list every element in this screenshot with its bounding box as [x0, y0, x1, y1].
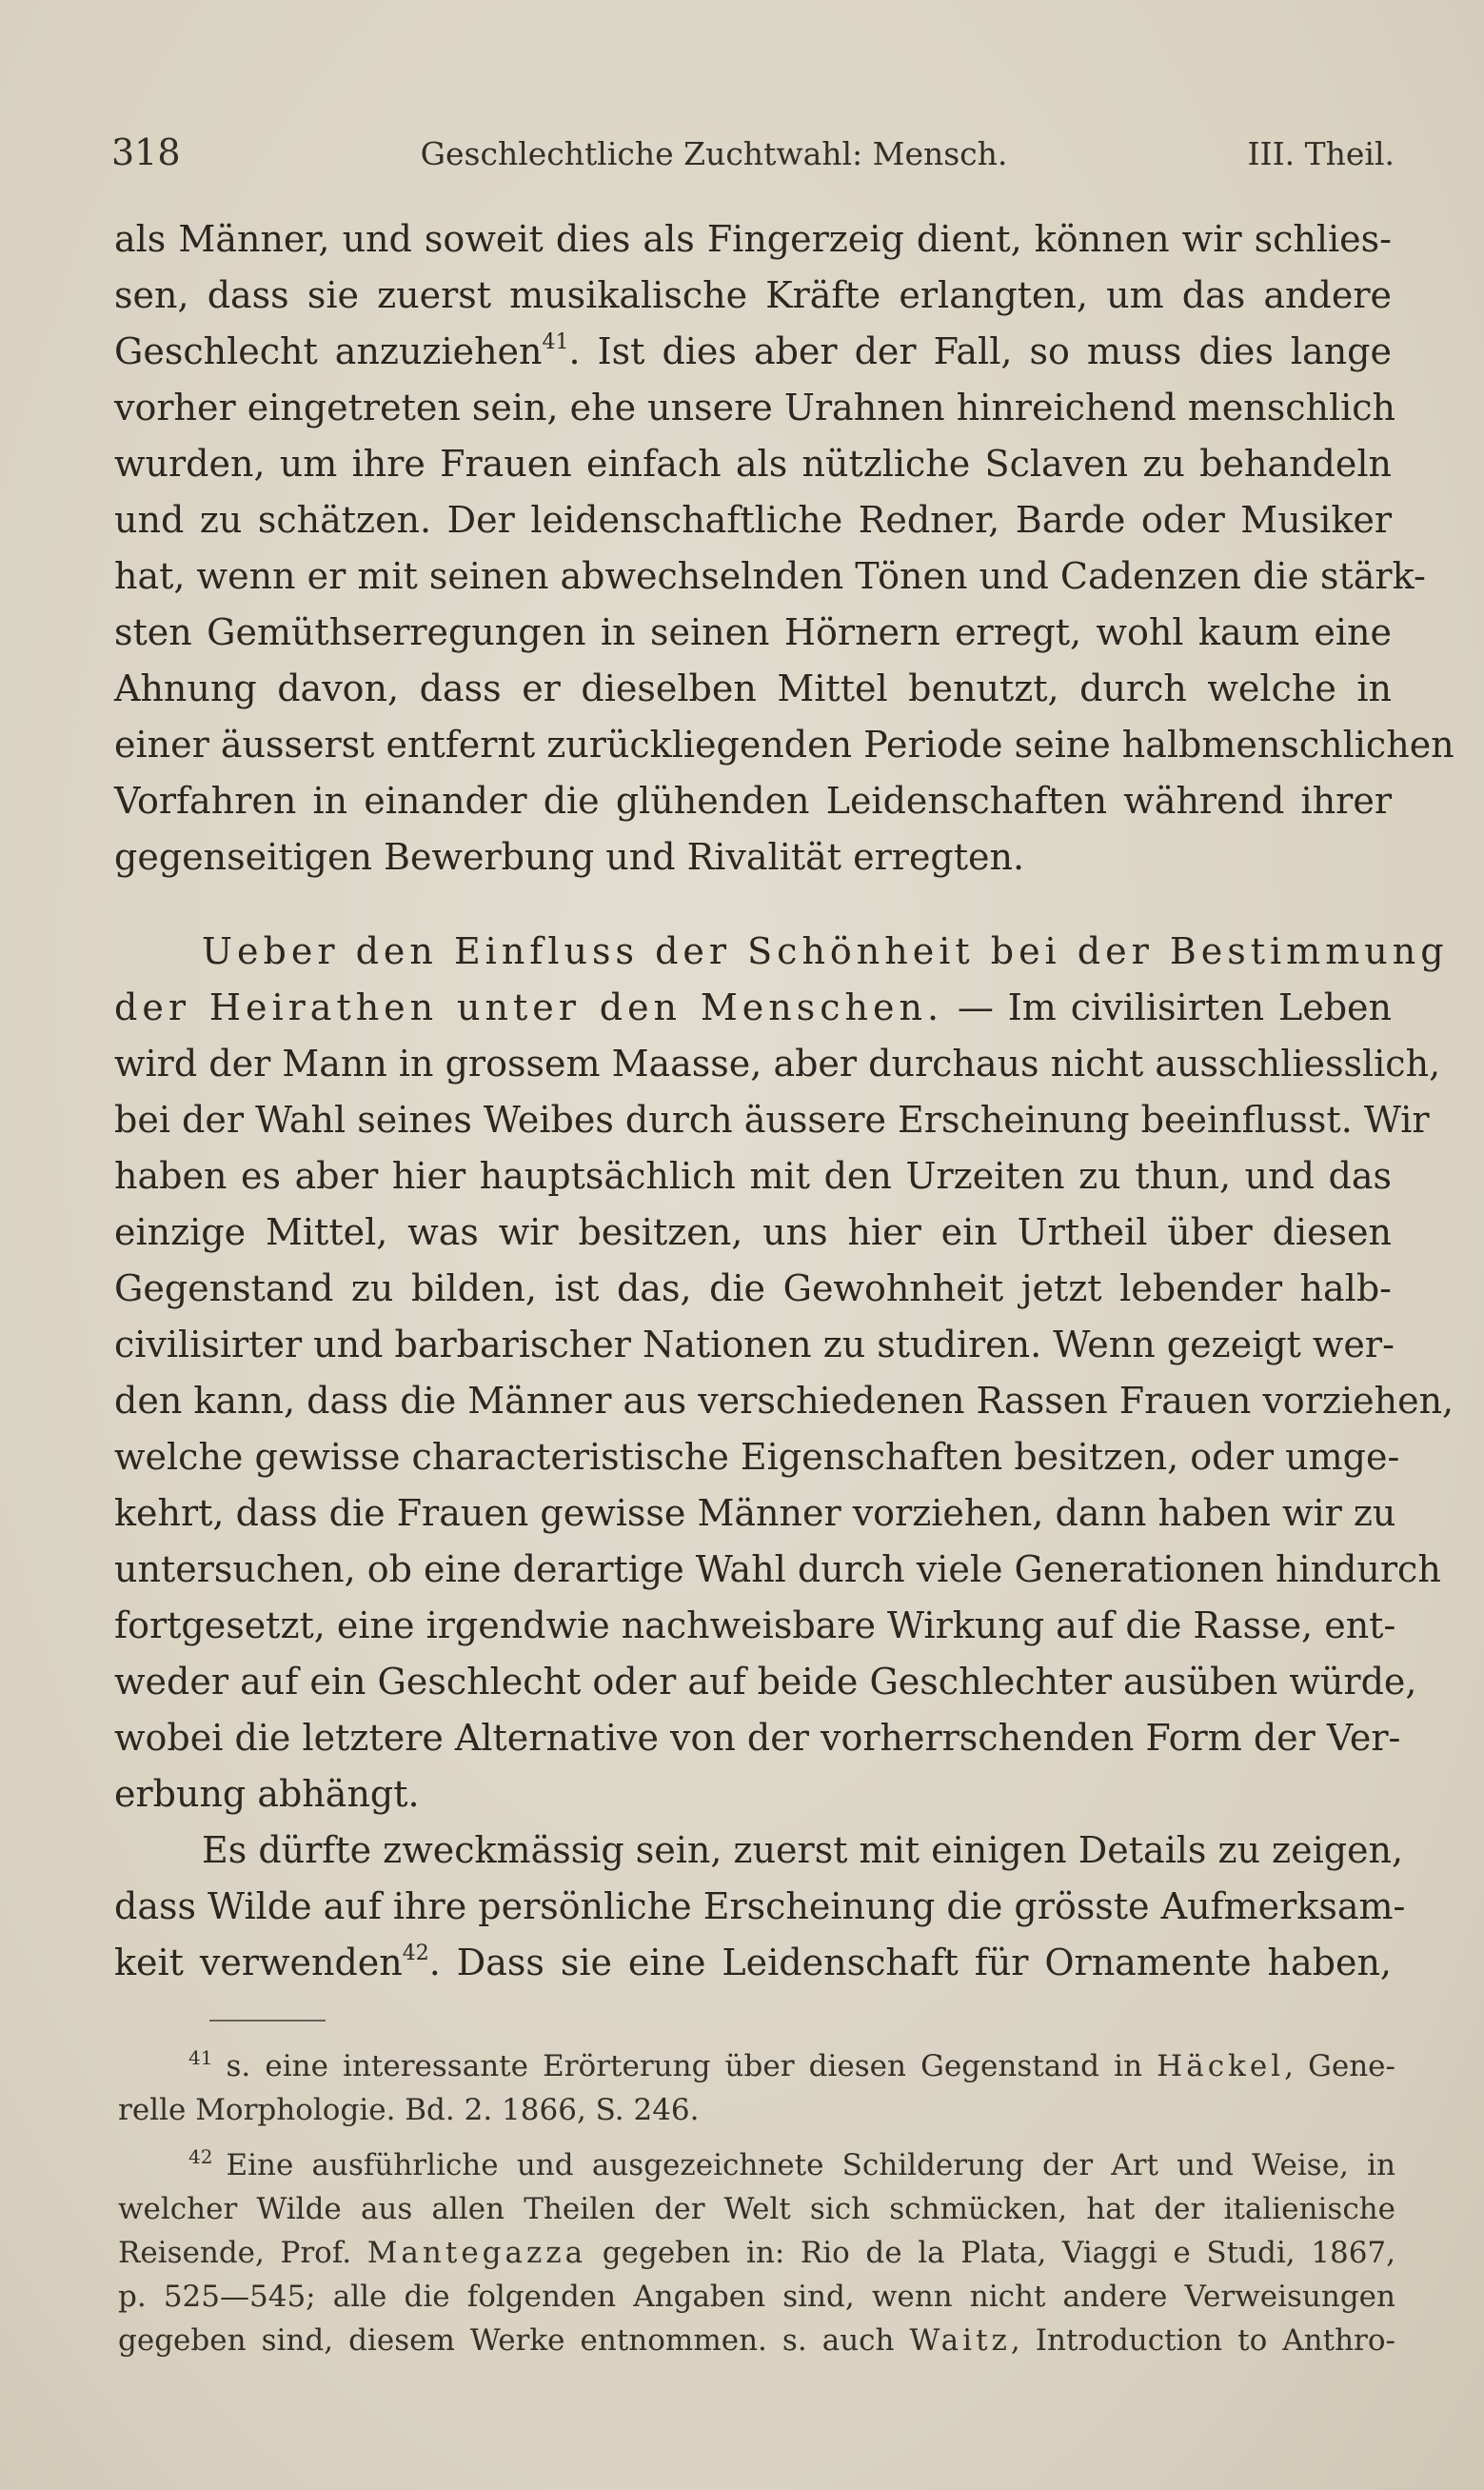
footnote-line [118, 2044, 1395, 2088]
footnotes [118, 2044, 1395, 2362]
text-line: den kann, dass die Männer aus verschiedenen Rassen Frauen vorziehen, [114, 1380, 1454, 1422]
text-segment: gegeben sind, diesem Werke entnommen. s. auch [118, 2323, 910, 2358]
text-line: gegenseitigen Bewerbung und Rivalität erregten. [114, 836, 1025, 878]
text-line: erbung abhängt. [114, 1773, 420, 1815]
text-line: Ahnung davon, dass er dieselben Mittel benutzt, durch welche in [114, 667, 1392, 709]
text-line: sten Gemüthserregungen in seinen Hörnern erregt, wohl kaum eine [114, 611, 1392, 653]
part-label: III. Theil. [1247, 135, 1395, 172]
text-line: Gegenstand zu bilden, ist das, die Gewohnheit jetzt lebender halb- [114, 1267, 1392, 1309]
footnote-line: relle Morphologie. Bd. 2. 1866, S. 246. [118, 2093, 700, 2127]
text-line: civilisirter und barbarischer Nationen zu studiren. Wenn gezeigt wer- [114, 1324, 1395, 1365]
footnote-mark: 42 [188, 2145, 213, 2168]
author-name: Waitz [909, 2323, 1011, 2358]
footnote-line [118, 2231, 1395, 2275]
footnote-42 [118, 2143, 1395, 2362]
text-line: bei der Wahl seines Weibes durch äussere Erscheinung beeinflusst. Wir [114, 1099, 1430, 1141]
text-line: welche gewisse characteristische Eigenschaften besitzen, oder umge- [114, 1436, 1400, 1478]
text-line: einzige Mittel, was wir besitzen, uns hier ein Urtheil über diesen [114, 1211, 1392, 1253]
text-line: Es dürfte zweckmässig sein, zuerst mit einigen Details zu zeigen, [202, 1829, 1404, 1871]
text-segment: — Im civilisirten Leben [943, 986, 1392, 1028]
page-number: 318 [111, 131, 181, 173]
footnote-ref-42[interactable]: 42 [402, 1942, 429, 1965]
text-line: als Männer, und soweit dies als Fingerzeig dient, können wir schlies- [114, 218, 1392, 260]
text-line: wurden, um ihre Frauen einfach als nützliche Sclaven zu behandeln [114, 443, 1392, 485]
text-line: dass Wilde auf ihre persönliche Erscheinung die grösste Aufmerksam- [114, 1885, 1406, 1927]
text-line: untersuchen, ob eine derartige Wahl durch viele Generationen hindurch [114, 1548, 1441, 1590]
text-line: kehrt, dass die Frauen gewisse Männer vorziehen, dann haben wir zu [114, 1492, 1396, 1534]
text-segment: s. eine interessante Erörterung über diesen Gegenstand in [226, 2049, 1158, 2083]
section-heading-end: der Heirathen unter den Menschen. [114, 986, 944, 1028]
text-line: und zu schätzen. Der leidenschaftliche Redner, Barde oder Musiker [114, 499, 1392, 541]
text-segment: Geschlecht anzuziehen [114, 330, 543, 372]
text-line: hat, wenn er mit seinen abwechselnden Tönen und Cadenzen die stärk- [114, 555, 1426, 597]
footnote-ref-41[interactable]: 41 [542, 330, 569, 354]
running-title: Geschlechtliche Zuchtwahl: Mensch. [420, 135, 1008, 172]
footnote-mark: 41 [188, 2046, 213, 2069]
main-text [114, 211, 1454, 1991]
paragraph-3 [114, 1823, 1406, 1991]
text-line: Vorfahren in einander die glühenden Leidenschaften während ihrer [114, 780, 1392, 822]
text-line [114, 324, 1392, 380]
author-name: Mantegazza [366, 2236, 587, 2270]
text-line: sen, dass sie zuerst musikalische Kräfte erlangten, um das andere [114, 274, 1392, 316]
footnote-line: p. 525—545; alle die folgenden Angaben sind, wenn nicht andere Verweisungen [118, 2280, 1395, 2314]
text-line [114, 1935, 1392, 1991]
text-line [114, 980, 1392, 1036]
paragraph-2 [114, 924, 1454, 1823]
text-line: fortgesetzt, eine irgendwie nachweisbare Wirkung auf die Rasse, ent- [114, 1604, 1396, 1646]
text-segment: . Ist dies aber der Fall, so muss dies lange [568, 330, 1392, 372]
running-header [111, 131, 1395, 173]
footnote-line: welcher Wilde aus allen Theilen der Welt sich schmücken, hat der italienische [118, 2192, 1395, 2226]
text-segment: . Dass sie eine Leidenschaft für Ornamente haben, [428, 1942, 1392, 1983]
section-heading: Ueber den Einfluss der Schönheit bei der Bestimmung [202, 930, 1449, 972]
text-segment: , Gene- [1284, 2049, 1395, 2083]
text-segment: Eine ausführliche und ausgezeichnete Schilderung der Art und Weise, in [226, 2148, 1395, 2182]
text-line: haben es aber hier hauptsächlich mit den Urzeiten zu thun, und das [114, 1155, 1392, 1197]
text-line: wobei die letztere Alternative von der vorherrschenden Form der Ver- [114, 1717, 1401, 1759]
text-segment: , Introduction to Anthro- [1010, 2323, 1395, 2358]
text-line: einer äusserst entfernt zurückliegenden Periode seine halbmenschlichen [114, 724, 1454, 766]
paragraph-1 [114, 211, 1454, 886]
author-name: Häckel [1157, 2049, 1285, 2083]
text-line: weder auf ein Geschlecht oder auf beide Geschlechter ausüben würde, [114, 1661, 1417, 1703]
text-segment: gegeben in: Rio de la Plata, Viaggi e Studi, 1867, [586, 2236, 1395, 2270]
text-line: wird der Mann in grossem Maasse, aber durchaus nicht ausschliesslich, [114, 1043, 1441, 1085]
footnote-line [118, 2319, 1395, 2362]
text-segment: keit verwenden [114, 1942, 403, 1983]
text-line: vorher eingetreten sein, ehe unsere Urahnen hinreichend menschlich [114, 387, 1396, 428]
footnote-divider [209, 2020, 326, 2022]
text-segment: Reisende, Prof. [118, 2236, 367, 2270]
footnote-line [118, 2143, 1395, 2187]
footnote-41 [118, 2044, 1395, 2132]
